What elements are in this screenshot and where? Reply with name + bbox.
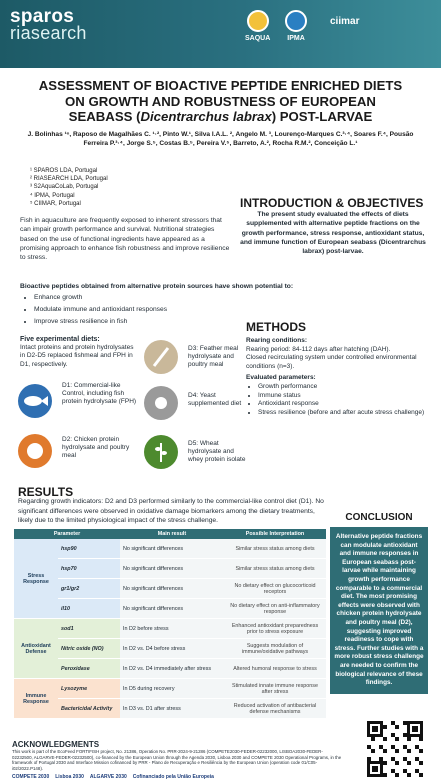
- title-line2: ON GROWTH AND ROBUSTNESS OF EUROPEAN: [65, 93, 376, 109]
- affiliation: ⁴ IPMA, Portugal: [30, 192, 75, 199]
- result-cell: In D3 vs. D1 after stress: [120, 699, 224, 719]
- rearing-label: Rearing conditions:: [246, 337, 308, 344]
- poster-title: [24, 78, 417, 125]
- col-interpretation: Possible Interpretation: [245, 531, 305, 537]
- results-text: Regarding growth indicators: D2 and D3 performed similarly to the commercial-like control diet (D1). No significant differences were observed in oxidative damage biomarkers among the dietary treatments, likely due to the limited physiological impact of the stress challenge.: [18, 498, 324, 524]
- diets-intro-text: Intact proteins and protein hydrolysates in D2-D5 replaced fishmeal and FPH in D1, respectively.: [20, 344, 134, 368]
- conclusion-text: Alternative peptide fractions can modulate antioxidant and immune responses in European seabass post-larvae while maintaining growth performance comparable to a commercial diet. The most promising effects were observed with chicken protein hydrolysate and poultry meal (D2), suggesting improved readiness to cope with stress. Further studies with a more robust stress challenge are needed to confirm the biological relevance of these findings.: [330, 527, 428, 694]
- param-item: • Antioxidant response: [258, 400, 431, 409]
- col-main-result: Main result: [157, 531, 187, 537]
- affiliation: ¹ SPAROS LDA, Portugal: [30, 168, 98, 174]
- funder-logo: COMPETE 2030: [12, 774, 50, 780]
- table-body: [14, 539, 326, 719]
- table-row: [14, 659, 326, 679]
- table-row: [14, 619, 326, 639]
- title-post: ) POST-LARVAE: [271, 109, 373, 124]
- sparos-logo: [10, 8, 87, 42]
- bio-item: • Modulate immune and antioxidant responses: [34, 304, 167, 316]
- wheat-icon: [144, 435, 178, 469]
- title-pre: SEABASS (: [68, 109, 141, 124]
- diets-intro: [20, 336, 135, 369]
- result-cell: In D2 before stress: [120, 619, 224, 639]
- param-cell: Lysozyme: [58, 679, 120, 699]
- table-row: [14, 559, 326, 579]
- param-cell: il10: [58, 599, 120, 619]
- funder-logos: [12, 770, 352, 784]
- ack-text: This work is part of the EcoFeed FORTIFISH project, No. 21386, Operation No. PRR-2024-9-21286 (COMPETE2030-FEDER-02232000, LISBOA2030-FEDER-02232500, ALGARVE-FEDER-02232500), co-financed by the European Union through the Agenda 2030, Lisboa 2030 and COMPETE 2030 Operational Programs, in the framework of Portugal 2030 and Interface Mission cofinanced by PRR - Plano de Recuperação e Resiliência by the European Union (operation code 01/C05-i02/2022.P148).: [12, 749, 342, 771]
- result-cell: In D2 vs. D4 before stress: [120, 639, 224, 659]
- intro-text: The present study evaluated the effects of diets supplemented with alternative peptide fractions on the growth performance, stress response, antioxidant status, and immune function of European seabass (Dicentrarchus labrax) post-larvae.: [240, 211, 426, 256]
- funder-logo: Lisboa 2030: [55, 774, 84, 780]
- param-cell: gr1/gr2: [58, 579, 120, 599]
- ipma-icon: [285, 10, 307, 32]
- table-row: [14, 579, 326, 599]
- saqua-icon: [247, 10, 269, 32]
- result-cell: No significant differences: [120, 539, 224, 559]
- param-cell: Nitric oxide (NO): [58, 639, 120, 659]
- col-parameter: Parameter: [53, 531, 81, 537]
- param-cell: hsp90: [58, 539, 120, 559]
- diet-d2: D2: Chicken protein hydrolysate and poultry meal: [62, 436, 130, 460]
- param-cell: sod1: [58, 619, 120, 639]
- bio-text: Bioactive peptides obtained from alternative protein sources have shown potential to:: [20, 283, 294, 290]
- table-row: [14, 679, 326, 699]
- affiliation: ³ S2AquaCoLab, Portugal: [30, 184, 99, 191]
- partner-ciimar: [330, 16, 359, 27]
- title-species: Dicentrarchus labrax: [140, 109, 272, 124]
- diet-d1: D1: Commercial-like Control, including fish protein hydrolysate (FPH): [62, 382, 137, 406]
- bio-item: • Improve stress resilience in fish: [34, 316, 167, 328]
- affiliation: ⁵ CIIMAR, Portugal: [30, 200, 81, 207]
- partner-saqua: [245, 10, 270, 42]
- result-cell: In D2 vs. D4 immediately after stress: [120, 659, 224, 679]
- param-item: • Immune status: [258, 392, 431, 401]
- param-cell: Peroxidase: [58, 659, 120, 679]
- rearing-period: Rearing period: 84-112 days after hatching (DAH).: [246, 345, 391, 353]
- title-line3: [24, 109, 417, 125]
- table-row: [14, 699, 326, 719]
- table-row: [14, 539, 326, 559]
- params-list: [246, 383, 431, 417]
- affiliation: ² RIASEARCH LDA, Portugal: [30, 176, 108, 183]
- fish-text: Fish in aquaculture are frequently exposed to inherent stressors that can impair growth performance and survival. Nutritional strategies based on the use of functional ingredients have appeared as a promising approach to enhance fish robustness and improve resilience to stress.: [20, 217, 230, 262]
- affiliations: [30, 167, 108, 208]
- fish-icon: [18, 384, 52, 418]
- interpretation-cell: Altered humoral response to stress: [224, 659, 326, 679]
- chicken-icon: [18, 434, 52, 468]
- result-cell: In D5 during recovery: [120, 679, 224, 699]
- title-line1: ASSESSMENT OF BIOACTIVE PEPTIDE ENRICHED DIETS: [38, 78, 403, 93]
- interpretation-cell: Similar stress status among diets: [224, 539, 326, 559]
- bio-list: [22, 292, 167, 328]
- result-cell: No significant differences: [120, 599, 224, 619]
- ack-heading: ACKNOWLEDGMENTS: [12, 740, 100, 749]
- table-row: [14, 599, 326, 619]
- bio-item: • Enhance growth: [34, 292, 167, 304]
- param-item: • Growth performance: [258, 383, 431, 392]
- interpretation-cell: Suggests modulation of immune/oxidative pathways: [224, 639, 326, 659]
- param-cell: Bactericidal Activity: [58, 699, 120, 719]
- yeast-icon: [144, 386, 178, 420]
- rearing-system: Closed recirculating system under controlled environmental conditions (n=3).: [246, 354, 417, 370]
- feather-icon: [144, 340, 178, 374]
- qr-code[interactable]: [366, 720, 424, 778]
- intro-heading: INTRODUCTION & OBJECTIVES: [240, 196, 424, 210]
- conclusion-heading: CONCLUSION: [345, 512, 413, 523]
- param-cell: hsp70: [58, 559, 120, 579]
- interpretation-cell: Enhanced antioxidant preparedness prior to stress exposure: [224, 619, 326, 639]
- methods-body: [246, 337, 431, 417]
- partner-label: SAQUA: [245, 35, 271, 42]
- partner-label: ciimar: [330, 16, 360, 27]
- group-label: Immune Response: [14, 679, 58, 719]
- diet-d4: D4: Yeast supplemented diet: [188, 392, 242, 408]
- logo-line1: sparos: [10, 6, 75, 27]
- interpretation-cell: Similar stress status among diets: [224, 559, 326, 579]
- interpretation-cell: No dietary effect on anti-inflammatory response: [224, 599, 326, 619]
- interpretation-cell: Stimulated innate immune response after stress: [224, 679, 326, 699]
- table-header-row: [14, 529, 326, 539]
- funder-logo: ALGARVE 2030: [89, 774, 127, 780]
- authors: J. Bolinhas ¹ⁿ, Raposo de Magalhães C. ¹·², Pinto W.¹, Silva I.A.L. ², Angelo M. ³, Lourenço-Marques C.³·⁴, Soares F.⁴, Pousão Ferreira P.³·⁴, Jorge S.⁵, Costas B.⁵, Pereira V.⁵, Barreto, A.², Rocha R.M.², Conceição L.¹: [27, 131, 414, 147]
- results-table-wrap: [14, 529, 326, 719]
- diets-heading: Five experimental diets:: [20, 336, 100, 343]
- group-label: Stress Response: [14, 539, 58, 619]
- partner-label: IPMA: [287, 35, 305, 42]
- group-label: Antioxidant Defense: [14, 619, 58, 679]
- qr-code-graphic: [366, 720, 424, 778]
- table-row: [14, 639, 326, 659]
- result-cell: No significant differences: [120, 559, 224, 579]
- funder-logo: Cofinanciado pela União Europeia: [132, 774, 214, 780]
- results-heading: RESULTS: [18, 485, 74, 499]
- results-table: [14, 529, 326, 719]
- interpretation-cell: No dietary effect on glucocorticoid receptors: [224, 579, 326, 599]
- methods-heading: METHODS: [246, 320, 306, 334]
- param-item: • Stress resilience (before and after acute stress challenge): [258, 409, 431, 418]
- partner-ipma: [285, 10, 307, 42]
- logo-line2: riasearch: [10, 23, 87, 43]
- result-cell: No significant differences: [120, 579, 224, 599]
- params-label: Evaluated parameters:: [246, 374, 316, 382]
- diet-d5: D5: Wheat hydrolysate and whey protein isolate: [188, 440, 246, 464]
- interpretation-cell: Reduced activation of antibacterial defense mechanisms: [224, 699, 326, 719]
- diet-d3: D3: Feather meal hydrolysate and poultry meal: [188, 345, 239, 369]
